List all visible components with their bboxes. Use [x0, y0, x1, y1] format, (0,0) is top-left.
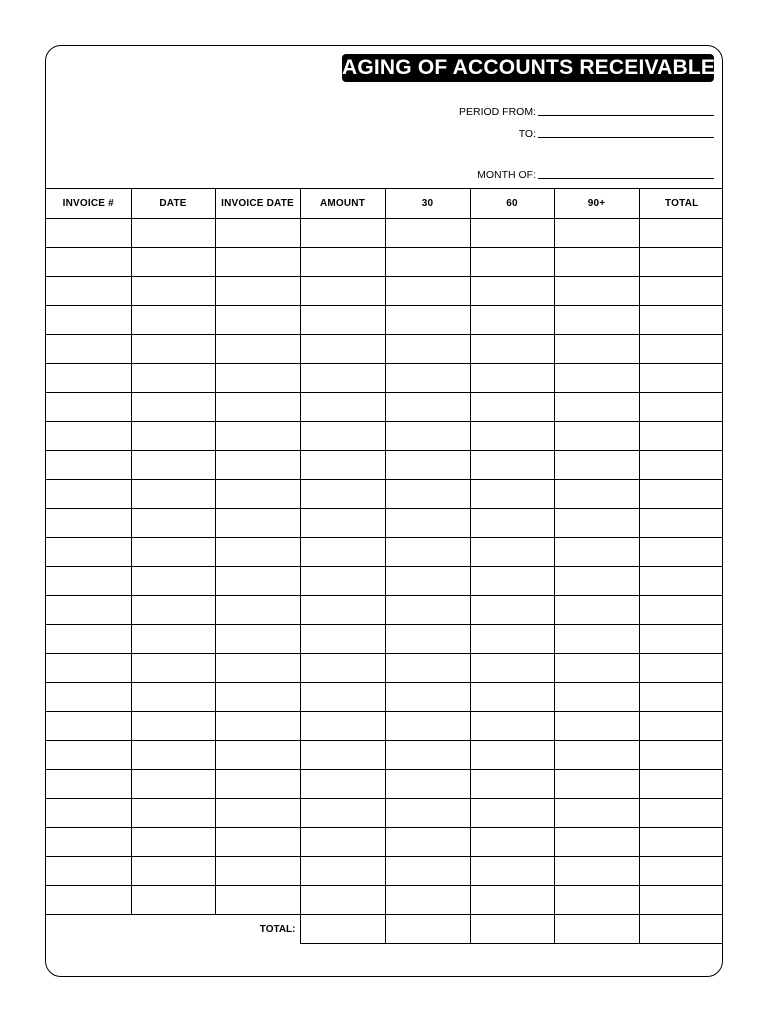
cell-date[interactable]	[131, 770, 215, 799]
cell-total[interactable]	[639, 712, 723, 741]
cell-amount[interactable]	[300, 683, 385, 712]
to-input-line[interactable]	[538, 137, 714, 138]
cell-invoice-number[interactable]	[46, 683, 131, 712]
column-header-total: TOTAL	[639, 189, 723, 219]
cell-amount[interactable]	[300, 857, 385, 886]
cell-90-plus[interactable]	[554, 857, 639, 886]
cell-total[interactable]	[639, 451, 723, 480]
cell-amount[interactable]	[300, 596, 385, 625]
cell-amount[interactable]	[300, 741, 385, 770]
cell-30[interactable]	[385, 886, 470, 915]
cell-90-plus[interactable]	[554, 770, 639, 799]
table-row	[46, 683, 723, 712]
cell-60[interactable]	[470, 480, 554, 509]
cell-60[interactable]	[470, 393, 554, 422]
cell-invoice-number[interactable]	[46, 306, 131, 335]
column-header-60-days: 60	[470, 189, 554, 219]
cell-30[interactable]	[385, 857, 470, 886]
cell-invoice-number[interactable]	[46, 509, 131, 538]
cell-60[interactable]	[470, 596, 554, 625]
table-row	[46, 480, 723, 509]
period-from-label: PERIOD FROM:	[458, 106, 536, 118]
cell-invoice-number[interactable]	[46, 248, 131, 277]
table-row	[46, 335, 723, 364]
cell-amount[interactable]	[300, 393, 385, 422]
cell-30[interactable]	[385, 567, 470, 596]
cell-total[interactable]	[639, 741, 723, 770]
cell-90-plus[interactable]	[554, 277, 639, 306]
cell-90-plus[interactable]	[554, 741, 639, 770]
column-header-invoice-date: INVOICE DATE	[215, 189, 300, 219]
cell-total[interactable]	[639, 799, 723, 828]
table-row	[46, 393, 723, 422]
table-body	[46, 219, 723, 915]
cell-30[interactable]	[385, 393, 470, 422]
cell-invoice-date[interactable]	[215, 596, 300, 625]
cell-60[interactable]	[470, 886, 554, 915]
cell-90-plus[interactable]	[554, 451, 639, 480]
cell-amount[interactable]	[300, 306, 385, 335]
cell-60[interactable]	[470, 538, 554, 567]
cell-90-plus[interactable]	[554, 335, 639, 364]
cell-60[interactable]	[470, 422, 554, 451]
cell-90-plus[interactable]	[554, 799, 639, 828]
cell-amount[interactable]	[300, 654, 385, 683]
cell-60[interactable]	[470, 712, 554, 741]
cell-60[interactable]	[470, 567, 554, 596]
cell-60[interactable]	[470, 364, 554, 393]
cell-60[interactable]	[470, 741, 554, 770]
cell-30[interactable]	[385, 480, 470, 509]
cell-invoice-date[interactable]	[215, 277, 300, 306]
cell-90-plus[interactable]	[554, 596, 639, 625]
cell-30[interactable]	[385, 799, 470, 828]
cell-30[interactable]	[385, 451, 470, 480]
cell-invoice-number[interactable]	[46, 799, 131, 828]
cell-invoice-number[interactable]	[46, 393, 131, 422]
cell-amount[interactable]	[300, 712, 385, 741]
cell-total[interactable]	[639, 828, 723, 857]
cell-invoice-number[interactable]	[46, 625, 131, 654]
cell-90-plus[interactable]	[554, 654, 639, 683]
cell-90-plus[interactable]	[554, 683, 639, 712]
total-cell-total[interactable]	[639, 915, 723, 944]
cell-90-plus[interactable]	[554, 248, 639, 277]
table-row	[46, 596, 723, 625]
column-header-90-plus-days: 90+	[554, 189, 639, 219]
form-title: AGING OF ACCOUNTS RECEIVABLE	[342, 54, 714, 82]
cell-invoice-date[interactable]	[215, 509, 300, 538]
cell-invoice-number[interactable]	[46, 364, 131, 393]
cell-date[interactable]	[131, 219, 215, 248]
cell-invoice-number[interactable]	[46, 596, 131, 625]
aging-table	[46, 188, 723, 944]
cell-invoice-number[interactable]	[46, 857, 131, 886]
cell-30[interactable]	[385, 625, 470, 654]
cell-30[interactable]	[385, 538, 470, 567]
cell-invoice-number[interactable]	[46, 567, 131, 596]
table-row	[46, 625, 723, 654]
cell-invoice-date[interactable]	[215, 799, 300, 828]
total-row	[46, 915, 723, 944]
cell-30[interactable]	[385, 770, 470, 799]
table-row	[46, 509, 723, 538]
cell-30[interactable]	[385, 277, 470, 306]
cell-total[interactable]	[639, 683, 723, 712]
cell-total[interactable]	[639, 364, 723, 393]
cell-total[interactable]	[639, 654, 723, 683]
cell-invoice-date[interactable]	[215, 451, 300, 480]
cell-invoice-date[interactable]	[215, 306, 300, 335]
table-row	[46, 219, 723, 248]
cell-invoice-number[interactable]	[46, 277, 131, 306]
cell-30[interactable]	[385, 741, 470, 770]
cell-total[interactable]	[639, 770, 723, 799]
cell-invoice-date[interactable]	[215, 625, 300, 654]
cell-date[interactable]	[131, 886, 215, 915]
cell-30[interactable]	[385, 248, 470, 277]
table-row	[46, 654, 723, 683]
cell-invoice-number[interactable]	[46, 219, 131, 248]
cell-invoice-date[interactable]	[215, 422, 300, 451]
cell-amount[interactable]	[300, 277, 385, 306]
cell-invoice-date[interactable]	[215, 770, 300, 799]
cell-date[interactable]	[131, 741, 215, 770]
table-row	[46, 422, 723, 451]
cell-invoice-date[interactable]	[215, 567, 300, 596]
cell-date[interactable]	[131, 335, 215, 364]
cell-60[interactable]	[470, 799, 554, 828]
cell-90-plus[interactable]	[554, 538, 639, 567]
total-cell-60[interactable]	[470, 915, 554, 944]
cell-60[interactable]	[470, 335, 554, 364]
cell-date[interactable]	[131, 625, 215, 654]
cell-90-plus[interactable]	[554, 886, 639, 915]
cell-invoice-date[interactable]	[215, 654, 300, 683]
cell-total[interactable]	[639, 422, 723, 451]
cell-90-plus[interactable]	[554, 828, 639, 857]
cell-invoice-number[interactable]	[46, 712, 131, 741]
cell-90-plus[interactable]	[554, 364, 639, 393]
total-label: TOTAL:	[46, 915, 300, 944]
cell-60[interactable]	[470, 451, 554, 480]
cell-total[interactable]	[639, 509, 723, 538]
cell-90-plus[interactable]	[554, 567, 639, 596]
total-cell-30[interactable]	[385, 915, 470, 944]
cell-total[interactable]	[639, 625, 723, 654]
cell-amount[interactable]	[300, 770, 385, 799]
cell-amount[interactable]	[300, 828, 385, 857]
cell-60[interactable]	[470, 219, 554, 248]
cell-date[interactable]	[131, 857, 215, 886]
cell-amount[interactable]	[300, 248, 385, 277]
cell-date[interactable]	[131, 509, 215, 538]
cell-date[interactable]	[131, 422, 215, 451]
cell-30[interactable]	[385, 654, 470, 683]
column-header-amount: AMOUNT	[300, 189, 385, 219]
cell-total[interactable]	[639, 393, 723, 422]
cell-invoice-date[interactable]	[215, 683, 300, 712]
cell-90-plus[interactable]	[554, 393, 639, 422]
cell-60[interactable]	[470, 828, 554, 857]
cell-date[interactable]	[131, 451, 215, 480]
to-field	[519, 124, 714, 140]
cell-invoice-number[interactable]	[46, 654, 131, 683]
cell-date[interactable]	[131, 567, 215, 596]
cell-60[interactable]	[470, 770, 554, 799]
cell-30[interactable]	[385, 509, 470, 538]
cell-60[interactable]	[470, 277, 554, 306]
cell-invoice-number[interactable]	[46, 451, 131, 480]
period-from-field	[459, 102, 714, 118]
cell-total[interactable]	[639, 596, 723, 625]
cell-amount[interactable]	[300, 451, 385, 480]
cell-invoice-number[interactable]	[46, 741, 131, 770]
cell-90-plus[interactable]	[554, 422, 639, 451]
month-of-label: MONTH OF:	[477, 169, 536, 181]
table-row	[46, 828, 723, 857]
cell-invoice-date[interactable]	[215, 364, 300, 393]
column-header-date: DATE	[131, 189, 215, 219]
cell-invoice-number[interactable]	[46, 828, 131, 857]
column-header-invoice-number: INVOICE #	[46, 189, 131, 219]
cell-90-plus[interactable]	[554, 480, 639, 509]
cell-60[interactable]	[470, 248, 554, 277]
cell-total[interactable]	[639, 277, 723, 306]
cell-30[interactable]	[385, 596, 470, 625]
cell-total[interactable]	[639, 857, 723, 886]
cell-amount[interactable]	[300, 799, 385, 828]
cell-total[interactable]	[639, 335, 723, 364]
table-row	[46, 277, 723, 306]
cell-date[interactable]	[131, 712, 215, 741]
cell-date[interactable]	[131, 393, 215, 422]
cell-date[interactable]	[131, 480, 215, 509]
cell-90-plus[interactable]	[554, 712, 639, 741]
cell-60[interactable]	[470, 625, 554, 654]
table-row	[46, 538, 723, 567]
cell-invoice-date[interactable]	[215, 712, 300, 741]
cell-90-plus[interactable]	[554, 625, 639, 654]
cell-30[interactable]	[385, 422, 470, 451]
cell-60[interactable]	[470, 857, 554, 886]
cell-60[interactable]	[470, 509, 554, 538]
total-cell-amount[interactable]	[300, 915, 385, 944]
table-header-row	[46, 189, 723, 219]
cell-60[interactable]	[470, 306, 554, 335]
cell-invoice-number[interactable]	[46, 422, 131, 451]
cell-30[interactable]	[385, 712, 470, 741]
cell-90-plus[interactable]	[554, 306, 639, 335]
cell-60[interactable]	[470, 683, 554, 712]
cell-invoice-date[interactable]	[215, 857, 300, 886]
cell-invoice-date[interactable]	[215, 480, 300, 509]
cell-invoice-date[interactable]	[215, 886, 300, 915]
cell-date[interactable]	[131, 248, 215, 277]
cell-date[interactable]	[131, 596, 215, 625]
cell-amount[interactable]	[300, 364, 385, 393]
to-label: TO:	[518, 128, 536, 140]
cell-amount[interactable]	[300, 219, 385, 248]
cell-90-plus[interactable]	[554, 219, 639, 248]
cell-amount[interactable]	[300, 335, 385, 364]
cell-invoice-date[interactable]	[215, 248, 300, 277]
table-row	[46, 799, 723, 828]
cell-date[interactable]	[131, 799, 215, 828]
cell-date[interactable]	[131, 683, 215, 712]
cell-30[interactable]	[385, 335, 470, 364]
cell-30[interactable]	[385, 306, 470, 335]
cell-invoice-date[interactable]	[215, 538, 300, 567]
cell-total[interactable]	[639, 219, 723, 248]
cell-amount[interactable]	[300, 625, 385, 654]
cell-invoice-date[interactable]	[215, 828, 300, 857]
cell-90-plus[interactable]	[554, 509, 639, 538]
cell-amount[interactable]	[300, 480, 385, 509]
table-row	[46, 886, 723, 915]
cell-30[interactable]	[385, 219, 470, 248]
cell-60[interactable]	[470, 654, 554, 683]
cell-amount[interactable]	[300, 886, 385, 915]
cell-30[interactable]	[385, 364, 470, 393]
table-row	[46, 248, 723, 277]
cell-total[interactable]	[639, 248, 723, 277]
cell-invoice-date[interactable]	[215, 335, 300, 364]
cell-invoice-number[interactable]	[46, 480, 131, 509]
cell-invoice-number[interactable]	[46, 538, 131, 567]
cell-amount[interactable]	[300, 538, 385, 567]
cell-date[interactable]	[131, 654, 215, 683]
cell-invoice-date[interactable]	[215, 219, 300, 248]
period-from-input-line[interactable]	[538, 115, 714, 116]
table-row	[46, 364, 723, 393]
cell-30[interactable]	[385, 828, 470, 857]
cell-amount[interactable]	[300, 567, 385, 596]
cell-invoice-number[interactable]	[46, 335, 131, 364]
cell-total[interactable]	[639, 886, 723, 915]
cell-total[interactable]	[639, 567, 723, 596]
cell-amount[interactable]	[300, 422, 385, 451]
table-row	[46, 567, 723, 596]
table-row	[46, 451, 723, 480]
table-row	[46, 770, 723, 799]
total-cell-90-plus[interactable]	[554, 915, 639, 944]
cell-date[interactable]	[131, 538, 215, 567]
column-header-30-days: 30	[385, 189, 470, 219]
cell-invoice-number[interactable]	[46, 770, 131, 799]
table-row	[46, 741, 723, 770]
cell-date[interactable]	[131, 364, 215, 393]
month-of-input-line[interactable]	[538, 178, 714, 179]
cell-total[interactable]	[639, 480, 723, 509]
cell-total[interactable]	[639, 538, 723, 567]
cell-date[interactable]	[131, 828, 215, 857]
cell-invoice-date[interactable]	[215, 393, 300, 422]
table-row	[46, 857, 723, 886]
cell-invoice-number[interactable]	[46, 886, 131, 915]
cell-date[interactable]	[131, 277, 215, 306]
cell-total[interactable]	[639, 306, 723, 335]
table-row	[46, 712, 723, 741]
table-row	[46, 306, 723, 335]
month-of-field	[477, 165, 714, 181]
aging-form	[45, 45, 723, 977]
cell-invoice-date[interactable]	[215, 741, 300, 770]
cell-30[interactable]	[385, 683, 470, 712]
cell-date[interactable]	[131, 306, 215, 335]
cell-amount[interactable]	[300, 509, 385, 538]
